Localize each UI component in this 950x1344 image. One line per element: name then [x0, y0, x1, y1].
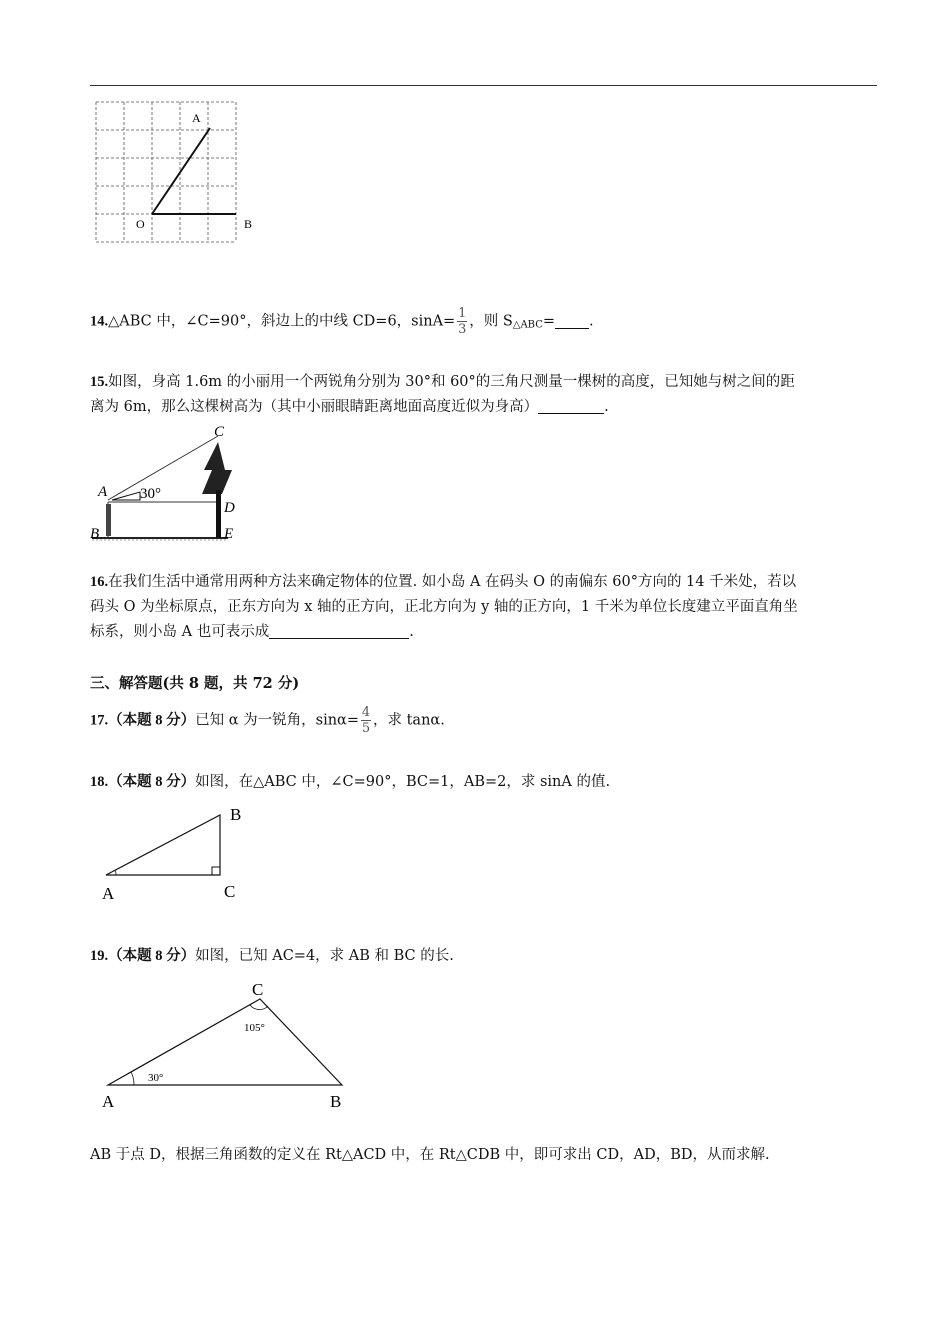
svg-text:A: A — [102, 1092, 115, 1111]
svg-text:C: C — [214, 424, 225, 440]
question-line-1: 在我们生活中通常用两种方法来确定物体的位置. 如小岛 A 在码头 O 的南偏东 60°方向的 14 千米处，若以 — [108, 574, 797, 590]
question-line-2: 离为 6m，那么这棵树高为（其中小丽眼睛距离地面高度近似为身高） — [90, 399, 539, 415]
hint-text: AB 于点 D，根据三角函数的定义在 Rt△ACD 中，在 Rt△CDB 中，即可求出 CD，AD，BD，从而求解. — [90, 1147, 770, 1163]
header-rule — [90, 85, 877, 86]
question-number: 18. — [90, 774, 109, 790]
question-14: 14.△ABC 中，∠C=90°，斜边上的中线 CD=6，sinA= $\frac{1}{3}$ ，则 $S_{\triangle ABC}=$ . — [90, 306, 594, 337]
answer-blank[interactable] — [555, 312, 589, 329]
fraction: $\frac{1}{3}$ — [458, 306, 467, 337]
triangle-abc — [108, 999, 342, 1085]
question-text: 如图，已知 AC=4，求 AB 和 BC 的长. — [195, 948, 454, 964]
fraction: $\frac{4}{5}$ — [361, 705, 371, 736]
svg-text:C: C — [252, 980, 264, 999]
tree-trunk — [216, 490, 221, 538]
tree-icon — [202, 442, 232, 494]
question-points: （本题 8 分） — [108, 948, 196, 964]
question-number: 14. — [90, 313, 109, 330]
svg-text:30°: 30° — [148, 1072, 164, 1084]
sight-line-ac — [108, 436, 218, 500]
svg-text:A: A — [102, 884, 115, 903]
question-text: 已知 α 为一锐角，sinα= — [195, 712, 359, 729]
svg-text:105°: 105° — [244, 1022, 265, 1034]
triangle-18-figure — [96, 800, 256, 910]
ray-oa — [152, 128, 210, 214]
question-points: （本题 8 分） — [108, 712, 196, 729]
question-17: 17.（本题 8 分）已知 α 为一锐角，sinα= $\frac{4}{5}$ ，求 tanα. — [90, 705, 445, 736]
grid-figure — [94, 100, 274, 245]
question-number: 17. — [90, 712, 109, 729]
svg-text:B: B — [90, 526, 100, 542]
svg-text:30°: 30° — [140, 486, 161, 502]
svg-text:A: A — [98, 484, 108, 500]
svg-text:B: B — [230, 805, 242, 824]
triangle-abc — [106, 815, 220, 875]
svg-text:C: C — [224, 882, 236, 901]
section-heading: 三、解答题(共 8 题，共 72 分) — [90, 675, 300, 692]
label-o: O — [136, 217, 145, 231]
question-text: △ABC 中，∠C=90°，斜边上的中线 CD=6，sinA= — [108, 313, 456, 330]
svg-text:E: E — [224, 526, 234, 542]
set-square — [112, 492, 140, 500]
question-line-2: 码头 O 为坐标原点，正东方向为 x 轴的正方向，正北方向为 y 轴的正方向，1 千米为单位长度建立平面直角坐 — [90, 599, 798, 615]
question-text: 如图，在△ABC 中，∠C=90°，BC=1，AB=2，求 sinA 的值. — [195, 774, 611, 790]
question-number: 15. — [90, 374, 109, 390]
question-number: 19. — [90, 948, 109, 964]
answer-blank[interactable] — [538, 397, 604, 414]
label-a: A — [192, 111, 201, 125]
tree-figure — [88, 420, 258, 545]
question-16: 16.在我们生活中通常用两种方法来确定物体的位置. 如小岛 A 在码头 O 的南偏东 60°方向的 14 千米处，若以 码头 O 为坐标原点，正东方向为 x 轴的正方向，正北方向为 y 轴的正方向，1 千米为单位长度建立平面直角坐 标系，则小岛 A 也可表示成 . — [90, 574, 798, 640]
person — [106, 504, 111, 536]
svg-text:D: D — [224, 500, 235, 516]
svg-text:B: B — [330, 1092, 342, 1111]
question-line-3: 标系，则小岛 A 也可表示成 — [90, 624, 270, 640]
question-18 — [90, 770, 880, 795]
question-points: （本题 8 分） — [108, 774, 196, 790]
label-b: B — [244, 217, 253, 231]
question-15: 15.如图，身高 1.6m 的小丽用一个两锐角分别为 30°和 60°的三角尺测量一棵树的高度，已知她与树之间的距 离为 6m，那么这棵树高为（其中小丽眼睛距离地面高度近似为身高） . — [90, 374, 795, 415]
question-number: 16. — [90, 574, 109, 590]
right-angle-mark — [212, 867, 220, 875]
answer-blank[interactable] — [269, 622, 409, 639]
question-line-1: 如图，身高 1.6m 的小丽用一个两锐角分别为 30°和 60°的三角尺测量一棵树的高度，已知她与树之间的距 — [108, 374, 795, 390]
question-19 — [90, 944, 880, 969]
triangle-19-figure — [96, 975, 366, 1115]
